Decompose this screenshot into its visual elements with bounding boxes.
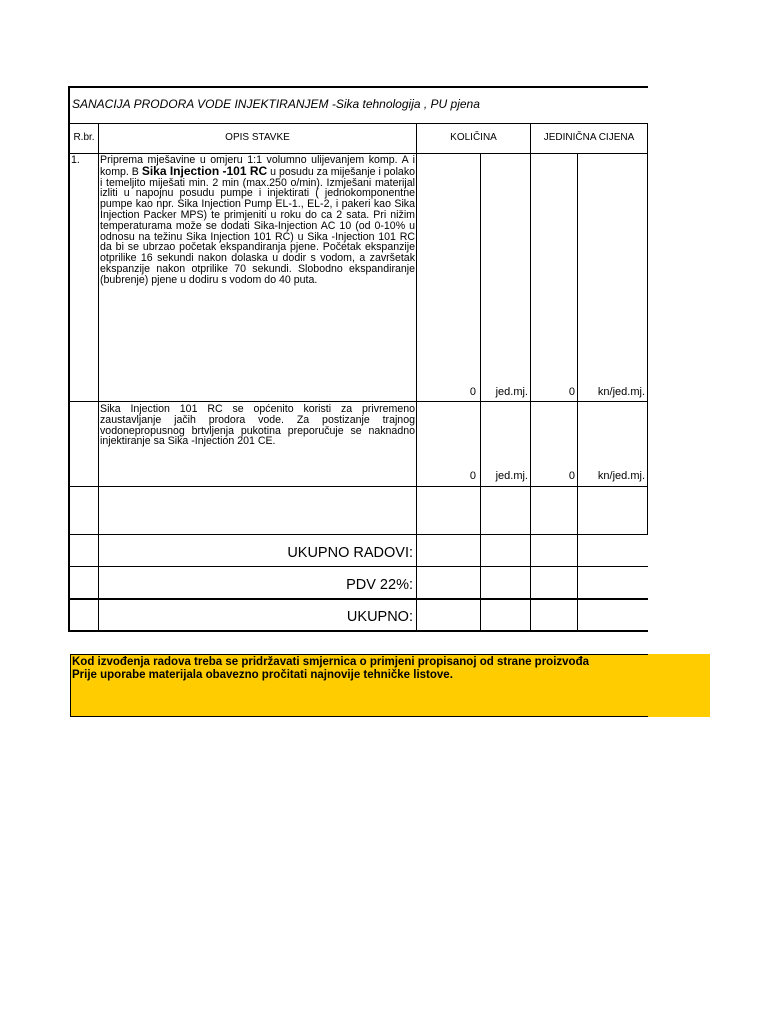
item-2-quantity: 0 — [469, 470, 476, 482]
item-1-quantity-unit: jed.mj. — [495, 386, 528, 398]
grid-line — [69, 401, 648, 402]
item-2-price: 0 — [568, 470, 575, 482]
header-kolicina: KOLIČINA — [450, 132, 497, 143]
grid-line — [69, 598, 648, 600]
note-line-1: Kod izvođenja radova treba se pridržavati smjernica o primjeni propisanoj od strane proizvođa — [72, 656, 589, 668]
grid-line — [480, 153, 481, 631]
grid-line — [69, 630, 648, 632]
grid-line — [68, 86, 70, 632]
note-line-2: Prije uporabe materijala obavezno pročitati najnovije tehničke listove. — [72, 669, 453, 681]
grid-line — [69, 486, 648, 487]
item-1-number: 1. — [71, 154, 80, 166]
item-1-price: 0 — [568, 386, 575, 398]
grid-line — [98, 123, 99, 631]
grid-line — [69, 566, 648, 567]
item-1-text: Priprema mješavine u omjeru 1:1 volumno ulijevanjem komp. A i komp. B — [100, 154, 415, 178]
header-opis: OPIS STAVKE — [225, 132, 290, 143]
item-1-product: Sika Injection -101 RC — [141, 163, 268, 178]
grid-line — [577, 153, 578, 631]
note-border-left — [70, 654, 71, 717]
item-2-quantity-unit: jed.mj. — [495, 470, 528, 482]
item-1-quantity: 0 — [469, 386, 476, 398]
grid-line — [530, 123, 531, 631]
item-2-price-unit: kn/jed.mj. — [597, 470, 645, 482]
header-cijena: JEDINIČNA CIJENA — [543, 132, 635, 143]
item-1-price-unit: kn/jed.mj. — [597, 386, 645, 398]
grid-line — [416, 123, 417, 631]
grid-line — [647, 123, 648, 534]
sheet-title: SANACIJA PRODORA VODE INJEKTIRANJEM -Sika tehnologija , PU pjena — [72, 97, 480, 111]
grand-total-label: UKUPNO: — [346, 609, 413, 625]
item-1-description — [100, 155, 415, 286]
grid-line — [69, 86, 648, 88]
grid-line — [69, 123, 648, 124]
grid-line — [69, 534, 648, 535]
note-border-top — [70, 654, 648, 655]
total-works-label: UKUPNO RADOVI: — [287, 545, 413, 561]
vat-label: PDV 22%: — [346, 577, 413, 593]
item-2-description: Sika Injection 101 RC se općenito koristi za privremeno zaustavljanje jačih prodora vode. Za postizanje trajnog vodonepropusnog brtvljenja pukotina preporučuje se naknadno injektiranje sa Sika -Injection 201 CE. — [100, 403, 415, 448]
item-1-text-continued: u posudu za miješanje i polako i temeljito miješati min. 2 min (max.250 o/min). Izmješani materijal izliti u napojnu posudu pumpe i injektirati ( jednokomponentne pumpe kao npr. Sika Injection Pump EL-1., EL-2, i pakeri kao Sika Injection Packer MPS) te primjeniti u roku do ca 2 sata. Pri nižim temperaturama može se dodati Sika-Injection AC 10 (od 0-10% u odnosu na težinu Sika Injection 101 RC) u Sika -Injection 101 RC da bi se ubrzao početak ekspandiranja pjene. Početak ekspanzije otprilike 16 sekundi nakon dolaska u dodir s vodom, a završetak ekspanzije nakon otprilike 70 sekundi. Slobodno ekspandiranje (bubrenje) pjene u dodiru s vodom do 40 puta. — [100, 165, 416, 286]
note-border-bottom — [70, 716, 648, 717]
header-rbr: R.br. — [73, 132, 95, 143]
